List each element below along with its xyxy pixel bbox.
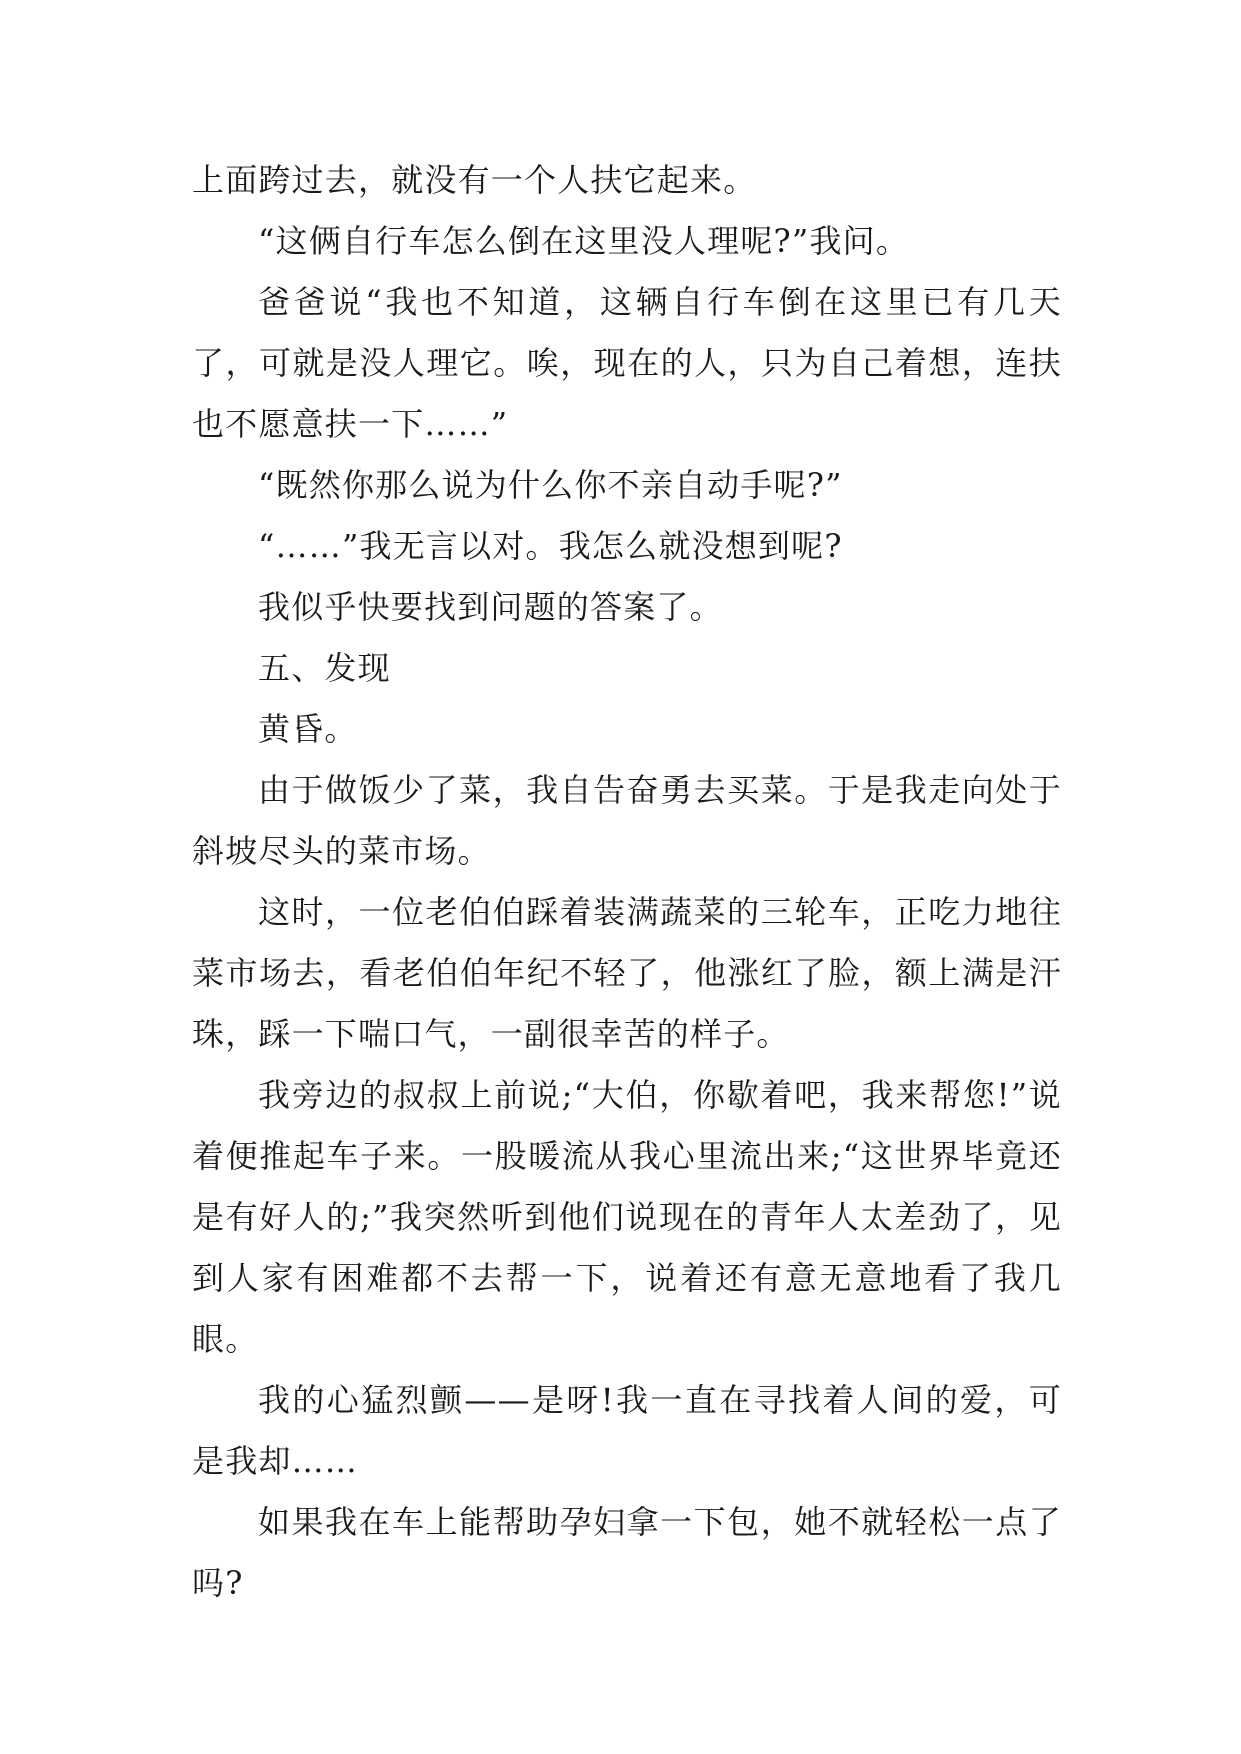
- paragraph-2: “这俩自行车怎么倒在这里没人理呢?”我问。: [258, 222, 910, 260]
- document-body: [192, 150, 1062, 1614]
- paragraph-11: 我的心猛烈颤——是呀!我一直在寻找着人间的爱，可是我却……: [192, 1381, 1062, 1480]
- paragraph-8: 由于做饭少了菜，我自告奋勇去买菜。于是我走向处于斜坡尽头的菜市场。: [192, 771, 1062, 870]
- section-heading: 五、发现: [258, 649, 391, 687]
- paragraph-3: 爸爸说“我也不知道，这辆自行车倒在这里已有几天了，可就是没人理它。唉，现在的人，只为自己着想，连扶也不愿意扶一下……”: [192, 283, 1062, 443]
- paragraph-7: 黄昏。: [258, 710, 358, 748]
- paragraph-5: “……”我无言以对。我怎么就没想到呢?: [258, 527, 843, 565]
- paragraph-9: 这时，一位老伯伯踩着装满蔬菜的三轮车，正吃力地往菜市场去，看老伯伯年纪不轻了，他涨红了脸，额上满是汗珠，踩一下喘口气，一副很幸苦的样子。: [192, 893, 1062, 1053]
- paragraph-4: “既然你那么说为什么你不亲自动手呢?”: [258, 466, 843, 504]
- paragraph-10: 我旁边的叔叔上前说;“大伯，你歇着吧，我来帮您!”说着便推起车子来。一股暖流从我心里流出来;“这世界毕竟还是有好人的;”我突然听到他们说现在的青年人太差劲了，见到人家有困难都不去帮一下，说着还有意无意地看了我几眼。: [192, 1076, 1062, 1358]
- paragraph-12: 如果我在车上能帮助孕妇拿一下包，她不就轻松一点了吗?: [192, 1503, 1062, 1602]
- paragraph-1: 上面跨过去，就没有一个人扶它起来。: [192, 161, 757, 199]
- paragraph-6: 我似乎快要找到问题的答案了。: [258, 588, 723, 626]
